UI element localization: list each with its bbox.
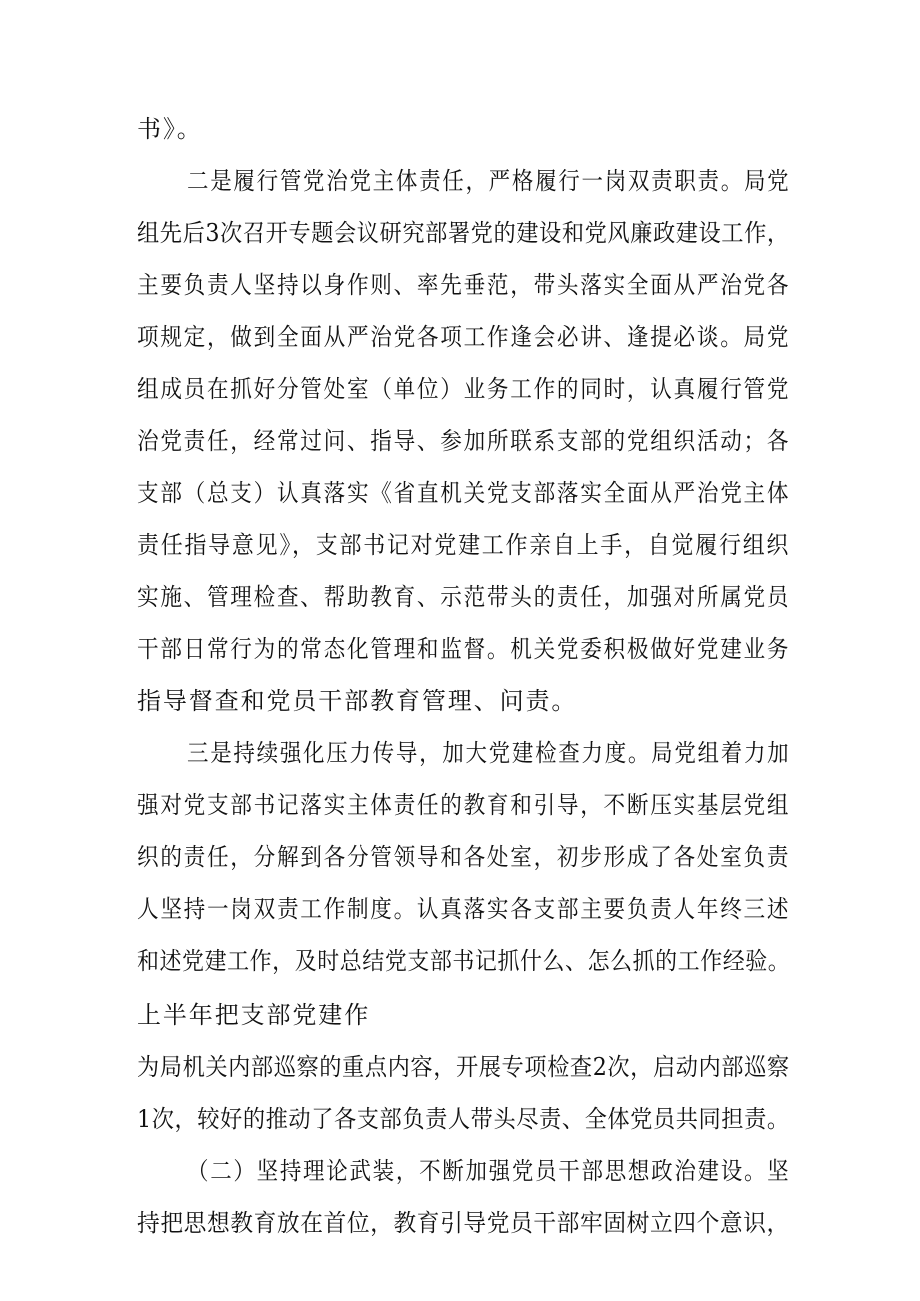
text-line: 支部（总支）认真落实《省直机关党支部落实全面从严治党主体 <box>137 479 791 507</box>
text-line: 书》。 <box>137 115 203 143</box>
text-line: 干部日常行为的常态化管理和监督。机关党委积极做好党建业务 <box>137 635 791 663</box>
text-line: 织的责任，分解到各分管领导和各处室，初步形成了各处室负责 <box>137 843 791 871</box>
text-line: 治党责任，经常过问、指导、参加所联系支部的党组织活动；各 <box>137 427 791 455</box>
text-line: 指导督查和党员干部教育管理、问责。 <box>137 687 578 715</box>
paragraph-heading-line: 三是持续强化压力传导，加大党建检查力度。局党组着力加 <box>187 739 791 767</box>
text-line: 责任指导意见》，支部书记对党建工作亲自上手，自觉履行组织 <box>137 531 791 559</box>
text-line: 人坚持一岗双责工作制度。认真落实各支部主要负责人年终三述 <box>137 895 791 923</box>
text-line: 组先后3次召开专题会议研究部署党的建设和党风廉政建设工作， <box>137 219 790 247</box>
text-line: 项规定，做到全面从严治党各项工作逢会必讲、逢提必谈。局党 <box>137 323 791 351</box>
text-line: 强对党支部书记落实主体责任的教育和引导，不断压实基层党组 <box>137 791 791 819</box>
text-line: 实施、管理检查、帮助教育、示范带头的责任，加强对所属党员 <box>137 583 791 611</box>
text-line: 1次，较好的推动了各支部负责人带头尽责、全体党员共同担责。 <box>137 1105 790 1133</box>
text-line: 和述党建工作，及时总结党支部书记抓什么、怎么抓的工作经验。 <box>137 947 791 975</box>
text-line: 持把思想教育放在首位，教育引导党员干部牢固树立四个意识， <box>137 1209 790 1237</box>
text-line: 上半年把支部党建作 <box>137 1001 371 1029</box>
text-line: 为局机关内部巡察的重点内容，开展专项检查2次，启动内部巡察 <box>137 1053 790 1081</box>
text-line: 主要负责人坚持以身作则、率先垂范，带头落实全面从严治党各 <box>137 271 791 299</box>
section-heading-line: （二）坚持理论武装，不断加强党员干部思想政治建设。坚 <box>187 1157 791 1185</box>
text-line: 组成员在抓好分管处室（单位）业务工作的同时，认真履行管党 <box>137 375 791 403</box>
paragraph-heading-line: 二是履行管党治党主体责任，严格履行一岗双责职责。局党 <box>187 167 791 195</box>
